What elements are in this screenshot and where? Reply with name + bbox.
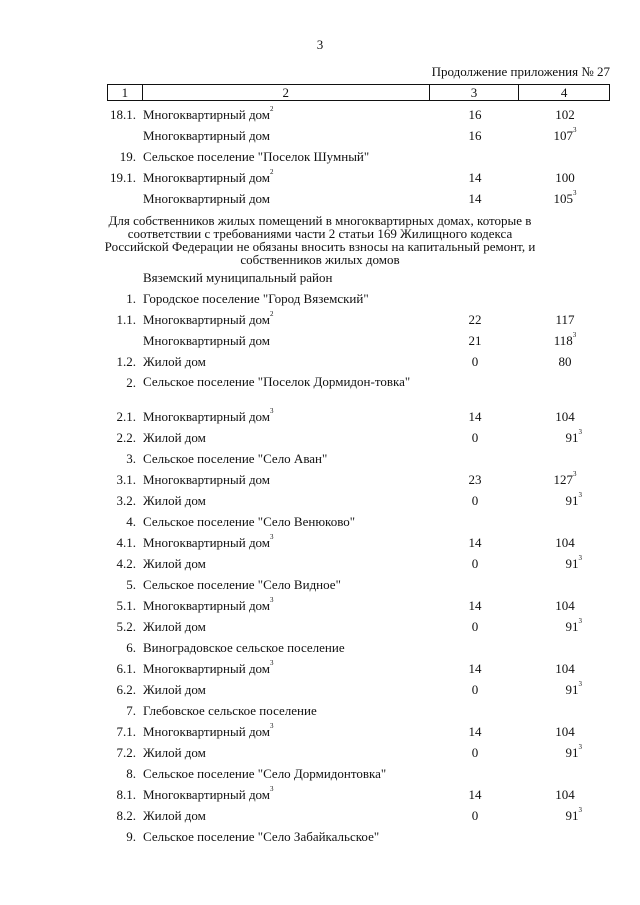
table-row — [0, 805, 640, 826]
row-col-3: 14 — [468, 787, 482, 802]
table-row — [0, 309, 640, 330]
row-number: 6. — [126, 640, 136, 655]
row-name-text: Сельское поселение "Село Дормидонтовка" — [143, 766, 387, 781]
footnote-mark: 3 — [578, 491, 582, 499]
row-col-4 — [520, 595, 610, 616]
row-name-text: Сельское поселение "Село Аван" — [143, 451, 328, 466]
row-col-4-value: 104 — [555, 724, 575, 739]
row-name — [143, 104, 274, 125]
row-col-3: 0 — [471, 682, 479, 697]
table-row — [0, 742, 640, 763]
footnote-mark: 3 — [578, 743, 582, 751]
row-name — [143, 309, 274, 330]
row-name-text: Сельское поселение "Поселок Дормидон-товка" — [143, 374, 411, 389]
footnote-mark: 3 — [270, 407, 274, 415]
row-name — [143, 375, 433, 389]
row-name — [143, 288, 369, 309]
table-row — [0, 448, 640, 469]
row-name-text: Сельское поселение "Поселок Шумный" — [143, 149, 370, 164]
row-col-4 — [520, 721, 610, 742]
row-name-text: Многоквартирный дом — [143, 333, 271, 348]
row-col-4 — [520, 553, 582, 574]
row-col-4 — [520, 490, 582, 511]
row-number: 6.2. — [116, 682, 136, 697]
row-number: 5. — [126, 577, 136, 592]
row-col-4 — [520, 309, 610, 330]
row-col-4-value: 91 — [565, 556, 579, 571]
table-row — [0, 721, 640, 742]
row-name — [143, 448, 327, 469]
row-number: 2. — [126, 375, 136, 390]
row-col-4 — [520, 351, 610, 372]
row-col-3: 0 — [471, 354, 479, 369]
row-name — [143, 188, 270, 209]
row-name — [143, 805, 206, 826]
row-name-text: Глебовское сельское поселение — [143, 703, 317, 718]
row-number: 3. — [126, 451, 136, 466]
row-number: 3.2. — [116, 493, 136, 508]
table-rows-top — [0, 104, 640, 209]
row-col-4 — [520, 532, 610, 553]
footnote-mark: 2 — [270, 310, 274, 318]
row-col-3: 0 — [471, 493, 479, 508]
header-col-3: 3 — [430, 85, 520, 100]
row-col-4-value: 104 — [555, 535, 575, 550]
row-name-text: Жилой дом — [143, 354, 206, 369]
row-col-3: 0 — [471, 556, 479, 571]
row-name — [143, 267, 332, 288]
footnote-mark: 3 — [573, 470, 577, 478]
row-name-text: Многоквартирный дом — [143, 191, 271, 206]
table-row — [0, 125, 640, 146]
row-name — [143, 679, 206, 700]
continuation-label: Продолжение приложения № 27 — [431, 64, 610, 79]
table-header-row — [107, 84, 610, 101]
row-name — [143, 742, 206, 763]
header-col-2: 2 — [143, 85, 430, 100]
row-name-text: Жилой дом — [143, 808, 206, 823]
row-col-3: 0 — [471, 619, 479, 634]
footnote-mark: 3 — [578, 554, 582, 562]
row-name-text: Многоквартирный дом — [143, 312, 271, 327]
table-rows-bottom — [0, 267, 640, 847]
row-name — [143, 427, 206, 448]
table-row — [0, 658, 640, 679]
table-row — [0, 372, 640, 406]
row-number: 4.2. — [116, 556, 136, 571]
row-col-4-value: 91 — [565, 493, 579, 508]
table-row — [0, 532, 640, 553]
row-name-text: Жилой дом — [143, 556, 206, 571]
row-name-text: Жилой дом — [143, 619, 206, 634]
row-name — [143, 406, 274, 427]
row-col-4 — [520, 427, 582, 448]
row-col-4-value: 91 — [565, 430, 579, 445]
row-col-3: 16 — [468, 107, 482, 122]
row-number: 9. — [126, 829, 136, 844]
table-row — [0, 351, 640, 372]
row-name-text: Многоквартирный дом — [143, 724, 271, 739]
row-number: 7.1. — [116, 724, 136, 739]
row-number: 4. — [126, 514, 136, 529]
row-name — [143, 826, 379, 847]
row-col-4 — [520, 104, 610, 125]
row-name-text: Вяземский муниципальный район — [143, 270, 333, 285]
footnote-mark: 3 — [270, 659, 274, 667]
row-col-4-value: 102 — [555, 107, 575, 122]
page-number: 3 — [316, 37, 324, 52]
row-name-text: Многоквартирный дом — [143, 787, 271, 802]
table-row — [0, 679, 640, 700]
row-number: 5.2. — [116, 619, 136, 634]
table-row — [0, 469, 640, 490]
row-number: 8.2. — [116, 808, 136, 823]
row-name — [143, 490, 206, 511]
row-name — [143, 351, 206, 372]
row-col-3: 14 — [468, 661, 482, 676]
row-col-4 — [520, 742, 582, 763]
row-number: 3.1. — [116, 472, 136, 487]
row-name-text: Жилой дом — [143, 682, 206, 697]
footnote-mark: 3 — [270, 785, 274, 793]
table-row — [0, 188, 640, 209]
row-col-3: 0 — [471, 430, 479, 445]
row-name — [143, 595, 274, 616]
row-number: 1.1. — [116, 312, 136, 327]
footnote-mark: 3 — [578, 680, 582, 688]
row-col-4 — [520, 679, 582, 700]
row-name — [143, 784, 274, 805]
row-name-text: Жилой дом — [143, 430, 206, 445]
table-row — [0, 427, 640, 448]
row-name — [143, 574, 341, 595]
footnote-mark: 3 — [578, 617, 582, 625]
row-col-3: 14 — [468, 409, 482, 424]
footnote-mark: 3 — [270, 722, 274, 730]
row-col-4-value: 91 — [565, 682, 579, 697]
row-number: 1.2. — [116, 354, 136, 369]
footnote-mark: 3 — [270, 596, 274, 604]
footnote-mark: 3 — [573, 189, 577, 197]
row-number: 6.1. — [116, 661, 136, 676]
row-number: 5.1. — [116, 598, 136, 613]
row-col-4 — [520, 469, 610, 490]
table-row — [0, 595, 640, 616]
table-row — [0, 763, 640, 784]
row-name — [143, 469, 270, 490]
row-name-text: Многоквартирный дом — [143, 472, 271, 487]
table-row — [0, 616, 640, 637]
row-col-3: 14 — [468, 170, 482, 185]
row-col-4 — [520, 125, 610, 146]
row-name — [143, 532, 274, 553]
row-name-text: Жилой дом — [143, 493, 206, 508]
row-name — [143, 616, 206, 637]
row-col-4 — [520, 188, 610, 209]
row-col-4-value: 105 — [553, 191, 573, 206]
table-row — [0, 267, 640, 288]
row-col-4-value: 80 — [558, 354, 572, 369]
table-row — [0, 330, 640, 351]
row-name-text: Многоквартирный дом — [143, 661, 271, 676]
row-number: 18.1. — [110, 107, 136, 122]
footnote-mark: 3 — [578, 806, 582, 814]
table-row — [0, 288, 640, 309]
row-col-4-value: 104 — [555, 661, 575, 676]
table-row — [0, 826, 640, 847]
row-col-4 — [520, 167, 610, 188]
table-row — [0, 637, 640, 658]
row-number: 8. — [126, 766, 136, 781]
header-col-4: 4 — [560, 85, 568, 100]
table-row — [0, 511, 640, 532]
table-row — [0, 553, 640, 574]
row-number: 19.1. — [110, 170, 136, 185]
table-row — [0, 574, 640, 595]
footnote-mark: 3 — [578, 428, 582, 436]
row-col-4-value: 104 — [555, 787, 575, 802]
footnote-mark: 2 — [270, 105, 274, 113]
row-col-4-value: 127 — [553, 472, 573, 487]
row-col-3: 22 — [468, 312, 482, 327]
row-col-4 — [520, 330, 610, 351]
header-col-1: 1 — [108, 85, 143, 100]
row-number: 4.1. — [116, 535, 136, 550]
row-number: 2.1. — [116, 409, 136, 424]
row-name-text: Многоквартирный дом — [143, 598, 271, 613]
row-col-4 — [520, 658, 610, 679]
row-col-4-value: 104 — [555, 409, 575, 424]
row-col-3: 16 — [468, 128, 482, 143]
row-col-3: 0 — [471, 745, 479, 760]
row-col-3: 21 — [468, 333, 482, 348]
row-col-4-value: 91 — [565, 619, 579, 634]
row-col-4 — [520, 805, 582, 826]
row-name — [143, 637, 345, 658]
row-col-3: 0 — [471, 808, 479, 823]
row-number: 8.1. — [116, 787, 136, 802]
section-note: Для собственников жилых помещений в многоквартирных домах, которые в соответствии с требованиями части 2 статьи 169 Жилищного кодекса Российской Федерации не обязаны вносить взносы на капитальный ремонт, и собственников жилых домов — [104, 213, 536, 267]
row-name — [143, 146, 369, 167]
row-name — [143, 553, 206, 574]
row-col-3: 14 — [468, 598, 482, 613]
row-number: 7. — [126, 703, 136, 718]
row-col-4-value: 100 — [555, 170, 575, 185]
row-name — [143, 511, 355, 532]
table-row — [0, 406, 640, 427]
row-name-text: Сельское поселение "Село Венюково" — [143, 514, 356, 529]
row-name-text: Многоквартирный дом — [143, 409, 271, 424]
row-name-text: Многоквартирный дом — [143, 107, 271, 122]
row-col-3: 14 — [468, 191, 482, 206]
row-col-4 — [520, 406, 610, 427]
table-row — [0, 490, 640, 511]
row-name-text: Городское поселение "Город Вяземский" — [143, 291, 369, 306]
row-col-4-value: 117 — [555, 312, 575, 327]
row-col-4 — [520, 784, 610, 805]
row-col-3: 14 — [468, 724, 482, 739]
row-number: 7.2. — [116, 745, 136, 760]
row-name — [143, 167, 274, 188]
row-name-text: Многоквартирный дом — [143, 170, 271, 185]
row-name — [143, 125, 270, 146]
table-row — [0, 784, 640, 805]
row-name-text: Сельское поселение "Село Забайкальское" — [143, 829, 380, 844]
row-name-text: Жилой дом — [143, 745, 206, 760]
row-name-text: Многоквартирный дом — [143, 535, 271, 550]
row-col-4 — [520, 616, 582, 637]
table-row — [0, 104, 640, 125]
row-name-text: Сельское поселение "Село Видное" — [143, 577, 341, 592]
row-col-4-value: 118 — [553, 333, 573, 348]
row-col-4-value: 107 — [553, 128, 573, 143]
row-col-4-value: 91 — [565, 808, 579, 823]
table-row — [0, 167, 640, 188]
row-name — [143, 330, 270, 351]
row-number: 1. — [126, 291, 136, 306]
footnote-mark: 3 — [573, 126, 577, 134]
row-name — [143, 721, 274, 742]
row-number: 19. — [119, 149, 136, 164]
row-col-3: 23 — [468, 472, 482, 487]
row-name — [143, 700, 317, 721]
row-col-4-value: 91 — [565, 745, 579, 760]
row-name-text: Многоквартирный дом — [143, 128, 271, 143]
table-row — [0, 700, 640, 721]
row-col-4-value: 104 — [555, 598, 575, 613]
footnote-mark: 3 — [572, 331, 577, 339]
row-name — [143, 658, 274, 679]
row-col-3: 14 — [468, 535, 482, 550]
table-row — [0, 146, 640, 167]
row-number: 2.2. — [116, 430, 136, 445]
row-name-text: Виноградовское сельское поселение — [143, 640, 345, 655]
footnote-mark: 2 — [270, 168, 274, 176]
row-name — [143, 763, 386, 784]
footnote-mark: 3 — [270, 533, 274, 541]
